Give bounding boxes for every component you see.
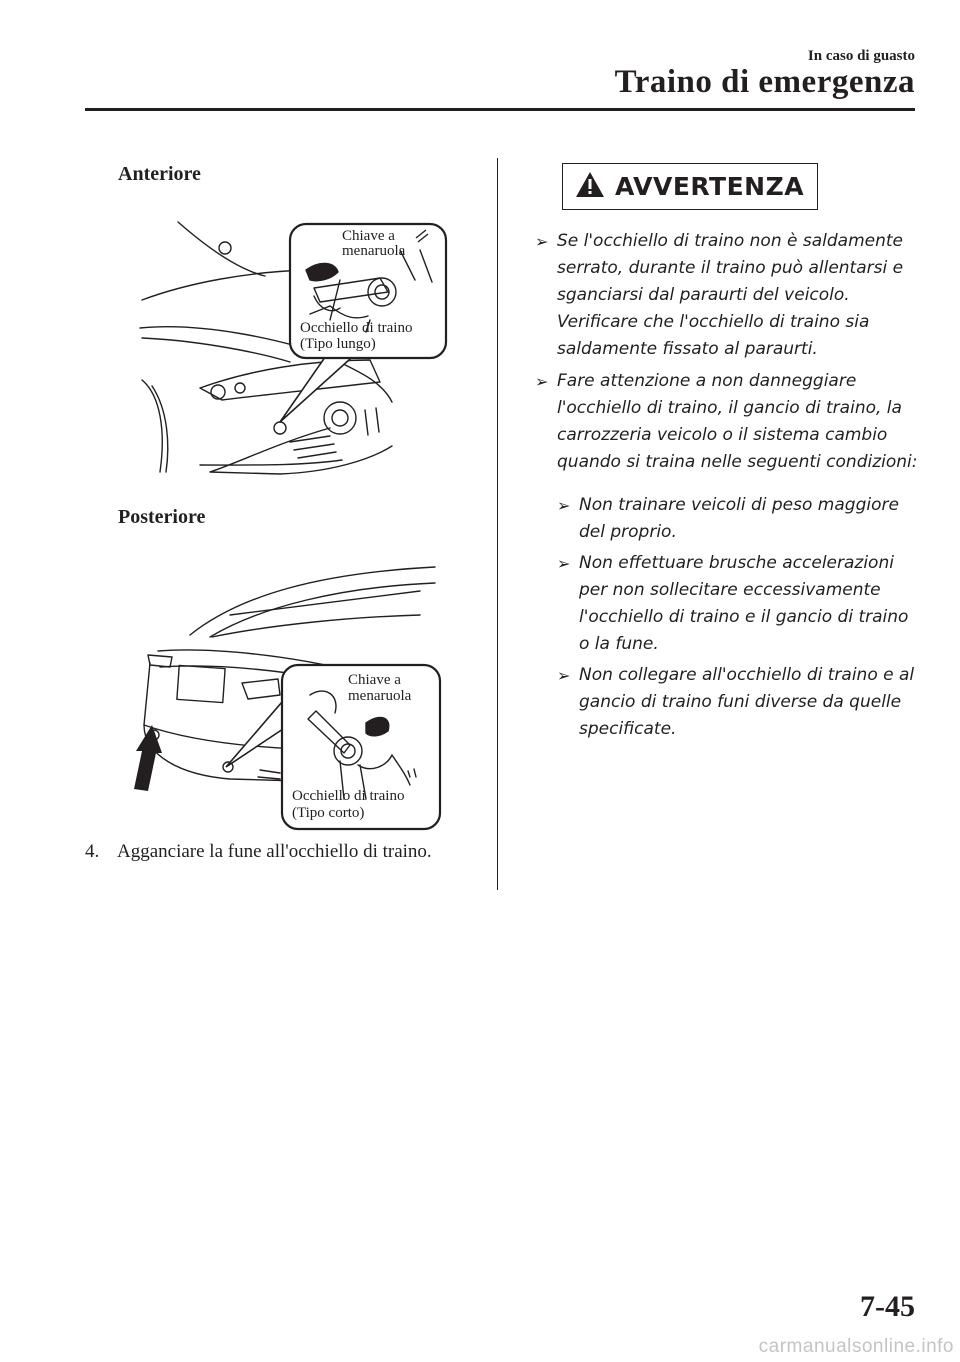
front-label: Anteriore xyxy=(118,163,201,185)
warning-subitem-text: Non effettuare brusche accelerazioni per non sollecitare eccessivamente l'occhiello di traino e il gancio di traino o la fune. xyxy=(579,553,909,654)
arrow-bullet-icon: ➢ xyxy=(535,232,549,251)
arrow-bullet-icon: ➢ xyxy=(557,554,571,573)
front-eye-label-2: (Tipo lungo) xyxy=(300,336,376,352)
step-number: 4. xyxy=(85,841,100,862)
front-wrench-label-1: Chiave a xyxy=(342,228,395,244)
arrow-bullet-icon: ➢ xyxy=(557,666,571,685)
rear-wrench-label-2: menaruola xyxy=(348,688,412,704)
rear-label: Posteriore xyxy=(118,506,206,528)
rear-eye-label-2: (Tipo corto) xyxy=(292,805,365,821)
column-divider xyxy=(497,158,498,890)
warning-header xyxy=(562,163,818,210)
page-number: 7-45 xyxy=(860,1290,915,1323)
warning-item-text: Se l'occhiello di traino non è saldamente serrato, durante il traino può allentarsi e sganciarsi dal paraurti del veicolo. Verificare che l'occhiello di traino sia saldamente fissato al paraurti. xyxy=(557,231,904,359)
arrow-bullet-icon: ➢ xyxy=(557,496,571,515)
section-title: In caso di guasto xyxy=(807,48,915,64)
page-title: Traino di emergenza xyxy=(614,64,915,100)
watermark: carmanualsonline.info xyxy=(758,1336,954,1357)
header-rule xyxy=(85,108,915,111)
front-eye-label-1: Occhiello di traino xyxy=(300,320,413,336)
rear-eye-label-1: Occhiello di traino xyxy=(292,788,405,804)
rear-tow-illustration xyxy=(130,555,445,835)
warning-subitem xyxy=(535,550,920,658)
step-4 xyxy=(85,838,465,866)
warning-title: AVVERTENZA xyxy=(615,172,805,201)
arrow-bullet-icon: ➢ xyxy=(535,372,549,391)
front-wrench-label-2: menaruola xyxy=(342,243,406,259)
warning-sublist xyxy=(535,492,920,743)
step-text: Agganciare la fune all'occhiello di traino. xyxy=(117,841,432,862)
rear-wrench-label-1: Chiave a xyxy=(348,672,401,688)
warning-item xyxy=(535,228,920,363)
warning-item-text: Fare attenzione a non danneggiare l'occhiello di traino, il gancio di traino, la carrozzeria veicolo o il sistema cambio quando si traina nelle seguenti condizioni: xyxy=(557,371,918,472)
warning-subitem-text: Non trainare veicoli di peso maggiore del proprio. xyxy=(579,495,899,542)
warning-subitem xyxy=(535,662,920,743)
warning-list xyxy=(535,228,920,747)
front-tow-illustration xyxy=(130,210,455,495)
warning-triangle-icon xyxy=(575,171,605,203)
warning-subitem-text: Non collegare all'occhiello di traino e al gancio di traino funi diverse da quelle specificate. xyxy=(579,665,915,739)
warning-item xyxy=(535,368,920,476)
warning-subitem xyxy=(535,492,920,546)
